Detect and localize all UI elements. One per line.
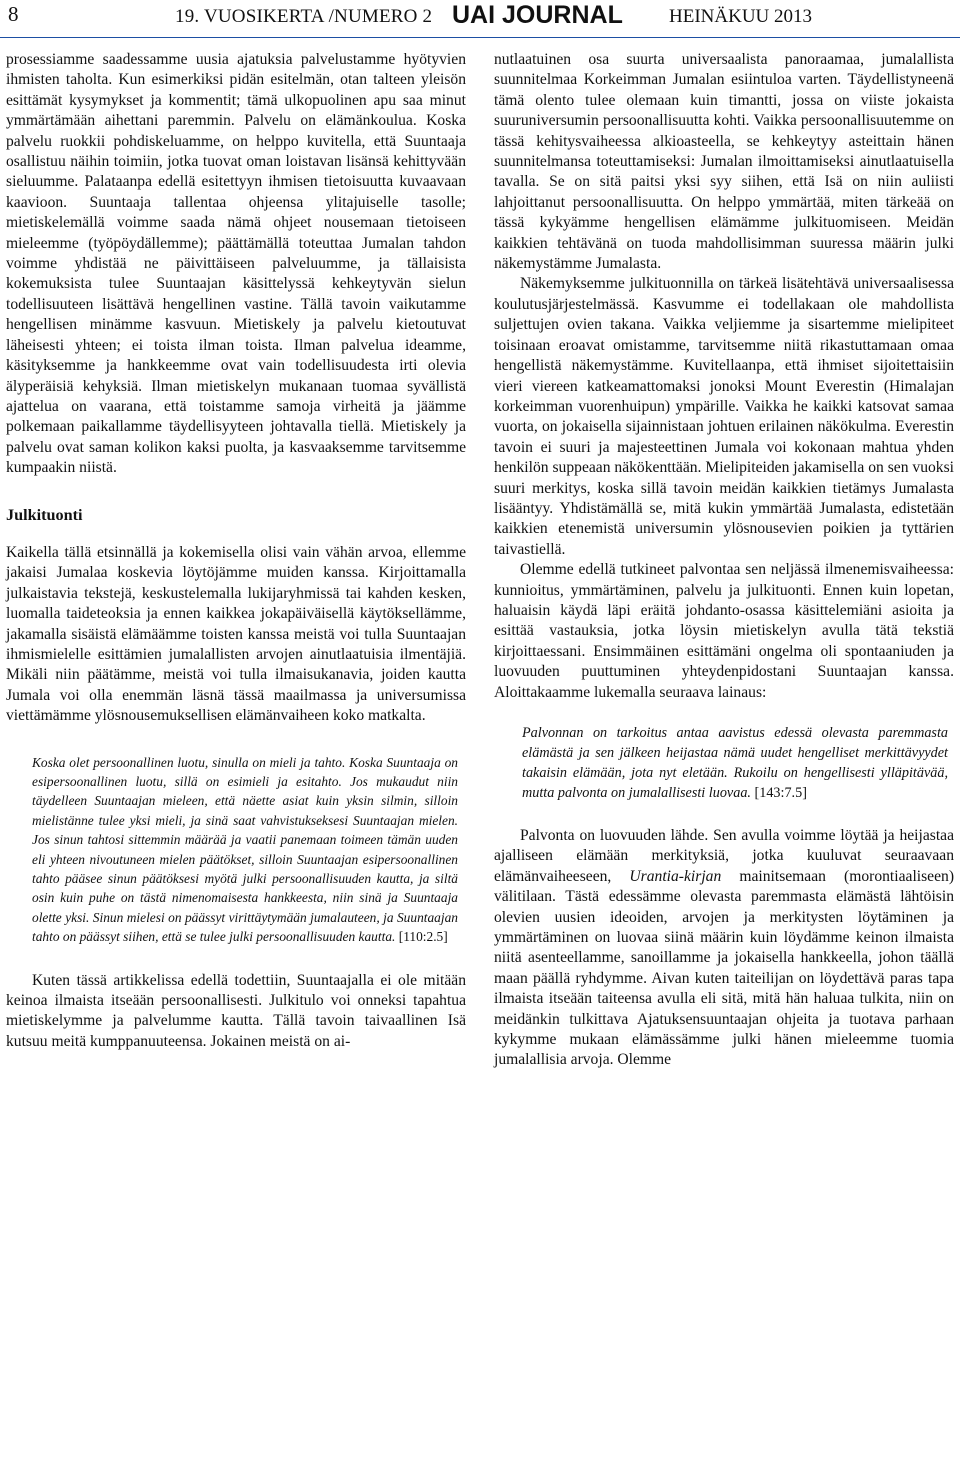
right-paragraph-4 [494, 826, 954, 1071]
left-column [6, 50, 466, 1052]
section-heading: Julkituonti [6, 505, 83, 524]
right-quote [494, 723, 954, 803]
right-paragraph-2: Näkemyksemme julkituonnilla on tärkeä lisätehtävä universaalisessa koulutusjärjestelmässä. Kasvumme ei todellakaan ole mahdollista suljettujen ovien takana. Vaikka veljiemme ja sisartemme mielipiteet toisinaan eroavat omistamme, tarvitsemme niitä rikastuttamaan omaa hengellistä näkemystämme. Kuvitellaanpa, että ihmiset sijoitettaisiin vieri viereen katkeamattomaksi jonoksi Mount Everestin (Himalajan korkeimman vuorenhuipun) ympärille. Vaikka he kaikki katsovat samaa vuorta, on jokaisella sijainnistaan johtuen erilainen näkökulma. Everestin tavoin ei suuri ja majesteettinen Jumala voi kokonaan mahtua yhden henkilön suppeaan näkökenttään. Mielipiteiden jakamisella on sen vuoksi suuri merkitys, koska sillä tavoin meidän kaikkien tietämys Jumalasta lisääntyy. Yhdistämällä se, mitä kukin ymmärtää Jumalasta, edistetään kaikkien etenemistä universumin ylösnousevien poikien ja tyttärien taivastiellä. [494, 275, 954, 558]
left-paragraph-1: prosessiamme saadessamme uusia ajatuksia palvelustamme hyötyvien ihmisten taholta. Kun esimerkiksi pidän esitelmän, otan talteen yleisön esittämät kysymykset ja kommentit; tämä ulkopuolinen apu saa minut ymmärtämään aihettani paremmin. Palvelu on elämänkoulua. Koska palvelu ruokkii pohdiskeluamme, on helppo kuvitella, että Suuntaaja osallistuu näihin toimiin, jotka tuovat oman loistavan lisänsä kehittyvään sieluumme. Palataanpa edellä esitettyyn ihmisen tietoisuutta kuvaavaan kaavioon. Suuntaaja tallentaa ohjeensa ylitajuiselle tasolle; mietiskelemällä voimme saada nämä ohjeet nousemaan tietoiseen mieleemme (työpöydällemme); päättämällä toteuttaa Jumalan tahdon voimme yhdistää ne päivittäiseen palveluumme, ja tällaisista kokemuksista tulee Suuntaajan käsittelyssä kehkeytyvän sielun todellisuuteen lisättävä hengellinen vastine. Tällä tavoin vaikutamme hengellisen minämme kasvuun. Mietiskely ja palvelu kietoutuvat läheisesti yhteen; ei toista ilman toista. Ilman palvelua ideamme, käsityksemme ja hankkeemme ovat vain todellisuudesta irti olevia älyperäisiä kehyksiä. Ilman mietiskelyn mukanaan tuomaa syvällistä ajattelua on vaarana, että toistamme samoja virheitä ja jäämme polkemaan paikallamme täydellisyyteen johtavalla tiellä. Mietiskely ja palvelu ovat saman kolikon kaksi puolta, ja kasvaaksemme tarvitsemme kumpaakin niistä. [6, 51, 466, 477]
page-number: 8 [8, 2, 19, 26]
page-header [0, 0, 960, 38]
left-quote-body: Koska olet persoonallinen luotu, sinulla on mieli ja tahto. Koska Suuntaaja on esipersoonallinen luotu, sillä on esimieli ja esitahto. Jos mukaudut niin täydelleen Suuntaajan mieleen, että näette asiat kuin yksin silmin, silloin mielistänne tulee yksi mieli, ja sinä saat vahvistukseksesi Suuntaajan mielen. Jos sinun tahtosi sittemmin määrää ja vaatii panemaan toimeen tämän uuden eli yhteen nivoutuneen mielen päätökset, silloin Suuntaajan esipersoonallinen tahto pääsee sinun päätöksesi myötä julki persoonallisuuden kautta, ja siltä osin kuin puhe on tästä nimenomaisesta hankkeesta, niin sinä ja Suuntaaja olette yksi. Sinun mielesi on päässyt virittäytymään jumalauteen, ja Suuntaajan tahto on päässyt siihen, että se tulee julki persoonallisuuden kautta. [32, 754, 458, 945]
issue-label: 19. VUOSIKERTA /NUMERO 2 [175, 6, 433, 27]
left-paragraph-2: Kaikella tällä etsinnällä ja kokemisella olisi vain vähän arvoa, ellemme jakaisi Jumalaa koskevia löytöjämme muiden kanssa. Kirjoittamalla julkaistavia tekstejä, keskustelemalla lukijaryhmissä tai kahden kesken, luomalla taideteoksia ja ennen kaikkea jokapäiväisellä käytöksellämme, jakamalla sisäistä elämäämme toisten kanssa meistä voi tulla Suuntaajan ihmismielelle esittämien jumalallisten arvojen ainutlaatuisia ilmentäjiä. Mikäli niin päätämme, meistä voi tulla ilmaisukanavia, joiden kautta Jumala voi olla enemmän läsnä tässä maailmassa ja universumissa viettämämme ylösnousemuksellisen elämänvaiheen koko matkalta. [6, 543, 466, 725]
book-title: Urantia-kirjan [629, 867, 722, 885]
header-rule [0, 37, 960, 38]
right-column [494, 50, 954, 1071]
journal-title: UAI JOURNAL [452, 1, 623, 29]
right-quote-body: Palvonnan on tarkoitus antaa aavistus edessä olevasta paremmasta elämästä ja sen jälkeen heijastaa nämä uudet hengelliset merkittävyydet takaisin elämään, jota nyt eletään. Rukoilu on hengellisesti ylläpitävää, mutta palvonta on jumalallisesti luovaa. [522, 725, 948, 801]
right-paragraph-1: nutlaatuinen osa suurta universaalista panoraamaa, jumalallista suunnitelmaa Korkeimman Jumalan esiintuloa varten. Täydellistyneenä tämä olento tulee olemaan kuin timantti, jossa on viiste jokaista suuruniversumin persoonallisuutta kohti. Vaikka persoonallisuutemme on tässä kehitysvaiheessa alkioasteella, se kehkeytyy asteittain hänen suunnitelmansa toteuttamiseksi: Jumalan ilmoittamiseksi ainutlaatuisella tavalla. Se on sitä paitsi yksi syy siihen, että Isä on niin auliisti lahjoittanut persoonallisuutta. On helppo ymmärtää, miten tärkeää on tässä kykyämme hengellisen elämämme julkituomiseen. Meidän kaikkien tehtävänä on tuoda mahdollisimman suuressa määrin julki näkemystämme Jumalasta. [494, 51, 954, 273]
left-quote-reference: [110:2.5] [398, 929, 448, 945]
issue-month: HEINÄKUU 2013 [669, 6, 813, 27]
right-paragraph-4b: mainitsemaan (morontiaaliseen) välitilaan. Tästä edessämme olevasta paremmasta elämästä lähtöisin olevien uusien ideoiden, arvojen ja merkitysten löytäminen ja ymmärtäminen on luovaa siinä määrin kuin löydämme keinon ilmaista niitä asenteellamme, sanoillamme ja jokaisella hankkeella, johon täällä maan päällä ryhdymme. Aivan kuten taiteilijan on löydettävä paras tapa ilmaista itseään taiteensa avulla eli sitä, mitä hän haluaa tulkita, niin on meidänkin tulkittava Ajatuksensuuntaajan ohjeita ja tuotava parhaan kykymme mukaan elämässämme julki hänen mieleemme tuomia jumalallisia arvoja. Olemme [494, 867, 955, 1069]
left-quote [6, 753, 466, 947]
right-paragraph-4a: Palvonta on luovuuden lähde. Sen avulla voimme löytää ja heijastaa ajalliseen elämään merkityksiä, jotka kuuluvat seuraavaan elämänvaiheeseen, [494, 827, 954, 885]
right-paragraph-3: Olemme edellä tutkineet palvontaa sen neljässä ilmenemisvaiheessa: kunnioitus, ymmärtäminen, palvelu ja julkituonti. Ennen kuin lopetan, haluaisin käydä läpi eräitä johdanto-osassa käsittelemiäni asioita ja esittää vastauksia, jotka löysin mietiskelyn avulla tätä tekstiä kirjoittaessani. Ensimmäinen esittämäni ongelma oli spontaaniuden ja luovuuden puuttuminen yhteydenpidostani Suuntaajan kanssa. Aloittakaamme lukemalla seuraava lainaus: [494, 561, 954, 701]
left-quote-text [32, 753, 458, 947]
right-quote-reference: [143:7.5] [754, 785, 807, 801]
right-quote-text [522, 723, 948, 803]
left-paragraph-3: Kuten tässä artikkelissa edellä todettiin, Suuntaajalla ei ole mitään keinoa ilmaista itseään persoonallisesti. Julkitulo voi onneksi tapahtua mietiskelymme ja palvelumme kautta. Tällä tavoin taivaallinen Isä kutsuu meitä kumppanuuteensa. Jokainen meistä on ai- [6, 971, 466, 1050]
